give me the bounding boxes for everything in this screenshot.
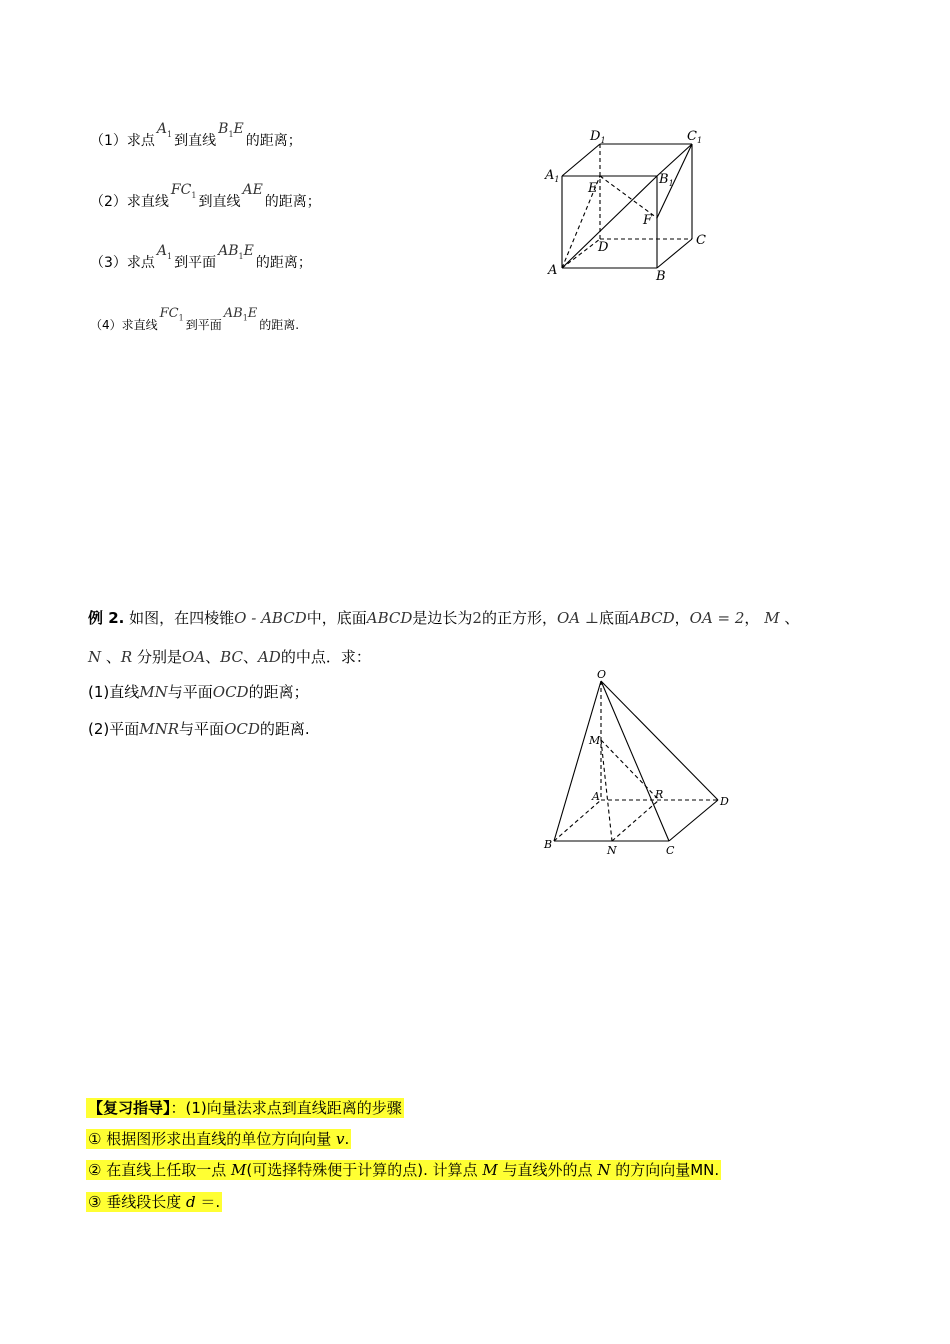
math-line-fc1: $FC_1$ [170,182,197,200]
label-d: D [598,240,609,255]
edge-oc [601,681,669,841]
label-d1: $D_1$ [590,129,606,145]
label-f: F [643,213,653,228]
label-e: E [588,181,598,196]
question-2: （2）求直线$FC_1$ 到直线AE的距离； [90,182,321,210]
math-line-fc1: $FC_1$ [159,306,184,323]
segment-mn [601,740,612,841]
label-m: M [589,734,601,747]
label-c: C [666,844,675,857]
question-1: （1）求点$A_1$ 到直线$B_1E$的距离； [90,121,302,149]
question-3: （3）求点$A_1$ 到平面$AB_1E$的距离； [90,243,312,271]
pyramid-figure [535,665,735,860]
segment-nr [612,800,659,841]
math-plane-ab1e: $AB_1E$ [218,243,254,261]
label-c1: $C_1$ [687,129,703,145]
label-b1: $B_1$ [659,172,674,188]
math-line-ae: AE [242,182,263,198]
label-n: N [607,844,617,857]
review-title-line: 【复习指导】：(1)向量法求点到直线距离的步骤 [88,1099,402,1117]
example2-part2: (2)平面MNR与平面OCD的距离. [88,720,310,738]
label-b: B [544,838,553,851]
label-a: A [592,790,600,803]
math-plane-ab1e: $AB_1E$ [223,306,258,323]
question-4: （4）求直线$FC_1$ 到平面$AB_1E$的距离. [90,306,300,332]
math-line-b1e: $B_1E$ [218,121,244,139]
edge-bc [657,239,692,268]
label-a1: $A_1$ [545,168,560,184]
edge-ba [554,800,601,841]
label-a: A [548,263,558,278]
example2-line1: 例 2. 如图，在四棱锥O - ABCD中，底面ABCD是边长为2的正方形，OA ⊥底面ABCD，OA = 2， M 、 [88,609,800,627]
edge-ob [554,681,601,841]
example2-line2: N 、R 分别是OA、BC、AD的中点．求： [88,648,371,666]
cube-figure [540,120,720,285]
edge-a1d1 [562,144,600,176]
math-point-a1: $A_1$ [156,243,173,261]
math-point-a1: $A_1$ [156,121,173,139]
review-step-1: ① 根据图形求出直线的单位方向向量 v. [88,1130,350,1148]
review-title: 【复习指导】 [88,1099,171,1117]
label-d: D [720,795,729,808]
label-b: B [656,269,666,284]
review-step-2: ② 在直线上任取一点 M(可选择特殊便于计算的点). 计算点 M 与直线外的点 N 的方向向量MN. [88,1161,720,1179]
label-o: O [597,668,607,681]
edge-od [601,681,718,800]
label-c: C [696,233,706,248]
edge-cd [669,800,718,841]
example2-part1: (1)直线MN与平面OCD的距离； [88,683,309,701]
example2-label: 例 2 [88,609,119,627]
review-step-3: ③ 垂线段长度 d ＝. [88,1193,221,1211]
label-r: R [655,788,664,801]
segment-ef [600,176,657,218]
